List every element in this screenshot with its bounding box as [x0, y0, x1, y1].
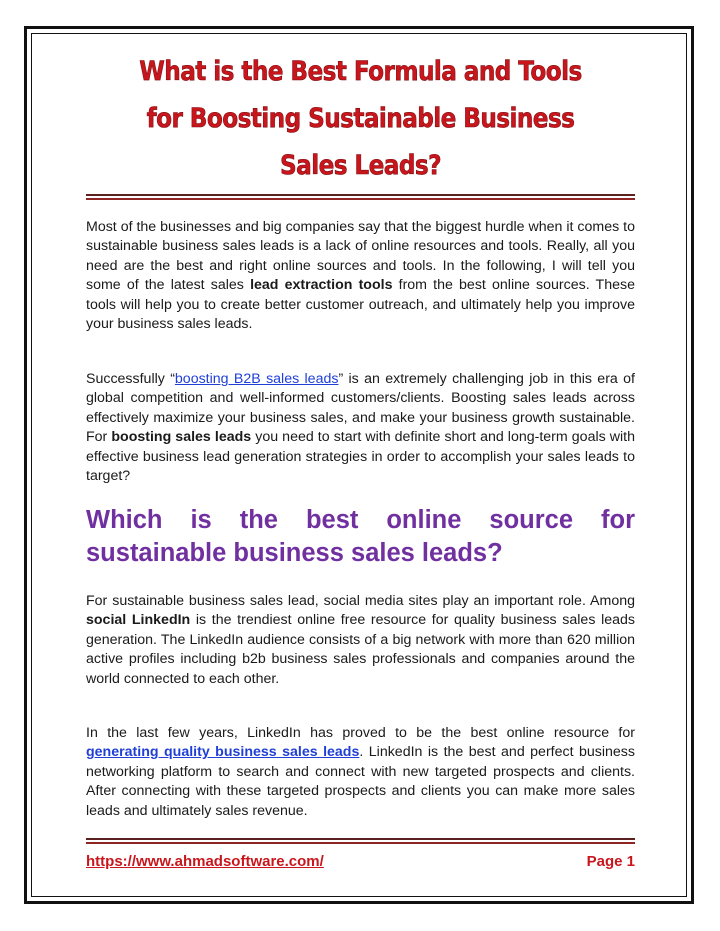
document-page	[86, 48, 636, 870]
para3-bold: social LinkedIn	[86, 612, 191, 629]
para2-text-b: ” is an extremely challenging job in this era of global competition and well-informed customers/clients. Boosting sales leads across effectively maximize your business sales, and make your business growth sustainable. For	[86, 371, 635, 446]
title-line-2: for Boosting Sustainable Business	[146, 103, 575, 134]
title-divider	[86, 194, 635, 200]
page-footer	[86, 853, 635, 870]
para1-bold: lead extraction tools	[250, 277, 393, 294]
title-line-1: What is the Best Formula and Tools	[139, 56, 582, 87]
generating-leads-link[interactable]: generating quality business sales leads	[86, 744, 360, 761]
section-heading: Which is the best online source for sustainable business sales leads?	[86, 506, 635, 567]
para3-text-b: is the trendiest online free resource for quality business sales leads generation. The LinkedIn audience consists of a big network with more than 620 million active profiles including b2b business sales professionals and companies around the world connected to each other.	[86, 612, 635, 687]
para3-text-a: For sustainable business sales lead, social media sites play an important role. Among	[86, 593, 635, 609]
document-title	[124, 48, 596, 189]
para2-text-a: Successfully “	[86, 371, 175, 387]
para1-text-b: from the best online sources. These tools will help you to create better customer outreach, and ultimately help you improve your business sales leads.	[86, 277, 635, 333]
paragraph-linkedin	[86, 724, 635, 821]
para4-text-a: In the last few years, LinkedIn has proved to be the best online resource for	[86, 725, 635, 741]
para1-text-a: Most of the businesses and big companies say that the biggest hurdle when it comes to sustainable business sales leads is a lack of online resources and tools. Really, all you need are the best and right online sources and tools. In the following, I will tell you some of the latest sales	[86, 219, 635, 294]
paragraph-boosting	[86, 370, 635, 486]
paragraph-intro	[86, 218, 635, 334]
footer-website-link[interactable]: https://www.ahmadsoftware.com/	[86, 853, 324, 870]
para2-text-c: you need to start with definite short and long-term goals with effective business lead generation strategies in order to accomplish your sales leads to target?	[86, 429, 636, 485]
page-number: Page 1	[586, 853, 635, 870]
footer-divider	[86, 838, 635, 844]
para4-text-b: . LinkedIn is the best and perfect business networking platform to search and connect with new targeted prospects and clients. After connecting with these targeted prospects and clients you can make more sales leads and ultimately sales revenue.	[86, 744, 635, 819]
title-line-3: Sales Leads?	[280, 150, 441, 181]
boosting-b2b-link[interactable]: boosting B2B sales leads	[174, 371, 339, 387]
para2-bold: boosting sales leads	[111, 429, 252, 446]
paragraph-social	[86, 592, 635, 689]
